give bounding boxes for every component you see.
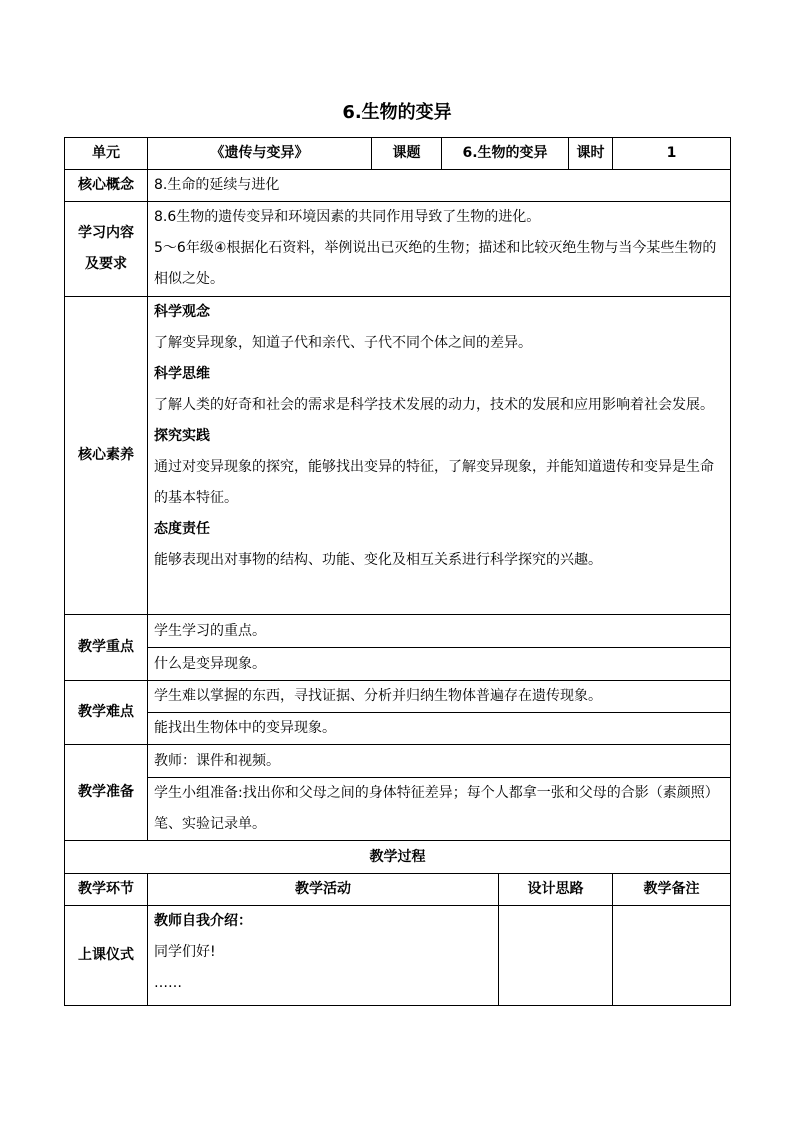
literacy-text-attitude: 能够表现出对事物的结构、功能、变化及相互关系进行科学探究的兴趣。 xyxy=(154,552,602,568)
difficulties-line-1: 学生难以掌握的东西，寻找证据、分析并归纳生物体普遍存在遗传现象。 xyxy=(148,681,731,713)
key-points-row-1 xyxy=(65,615,731,648)
learning-line-1: 8.6生物的遗传变异和环境因素的共同作用导致了生物的进化。 xyxy=(154,209,541,225)
literacy-text-thinking: 了解人类的好奇和社会的需求是科学技术发展的动力，技术的发展和应用影响着社会发展。 xyxy=(154,397,714,413)
topic-value: 6.生物的变异 xyxy=(442,138,569,170)
difficulties-row-2 xyxy=(65,713,731,745)
process-title: 教学过程 xyxy=(65,841,731,874)
period-value: 1 xyxy=(613,138,731,170)
difficulties-label: 教学难点 xyxy=(65,681,148,745)
unit-label: 单元 xyxy=(65,138,148,170)
process-header-row xyxy=(65,874,731,906)
key-points-line-2: 什么是变异现象。 xyxy=(148,648,731,681)
learning-content xyxy=(148,202,731,297)
literacy-content xyxy=(148,297,731,615)
process-activity-line-2: …… xyxy=(154,975,182,991)
preparation-line-2: 学生小组准备:找出你和父母之间的身体特征差异；每个人都拿一张和父母的合影（素颜照）笔、实验记录单。 xyxy=(148,778,731,841)
literacy-text-practice: 通过对变异现象的探究，能够找出变异的特征，了解变异现象，并能知道遗传和变异是生命的基本特征。 xyxy=(154,459,714,506)
unit-value: 《遗传与变异》 xyxy=(148,138,372,170)
process-header-activity: 教学活动 xyxy=(148,874,499,906)
literacy-heading-thinking: 科学思维 xyxy=(154,366,210,382)
process-activity-line-1: 同学们好! xyxy=(154,944,216,960)
difficulties-line-2: 能找出生物体中的变异现象。 xyxy=(148,713,731,745)
process-title-row xyxy=(65,841,731,874)
literacy-heading-concept: 科学观念 xyxy=(154,304,210,320)
key-points-label: 教学重点 xyxy=(65,615,148,681)
process-activity xyxy=(148,906,499,1006)
process-stage: 上课仪式 xyxy=(65,906,148,1006)
preparation-row-2 xyxy=(65,778,731,841)
process-notes xyxy=(613,906,731,1006)
learning-line-2: 5～6年级④根据化石资料，举例说出已灭绝的生物；描述和比较灭绝生物与当今某些生物的相似之处。 xyxy=(154,240,717,287)
preparation-row-1 xyxy=(65,745,731,778)
header-row xyxy=(65,138,731,170)
preparation-label: 教学准备 xyxy=(65,745,148,841)
period-label: 课时 xyxy=(569,138,613,170)
core-concept-row xyxy=(65,170,731,202)
literacy-label: 核心素养 xyxy=(65,297,148,615)
key-points-row-2 xyxy=(65,648,731,681)
literacy-heading-practice: 探究实践 xyxy=(154,428,210,444)
process-header-notes: 教学备注 xyxy=(613,874,731,906)
process-activity-heading: 教师自我介绍： xyxy=(154,913,252,929)
learning-label-line-2: 及要求 xyxy=(85,256,127,272)
learning-label xyxy=(65,202,148,297)
core-concept-label: 核心概念 xyxy=(65,170,148,202)
process-design xyxy=(499,906,613,1006)
literacy-row xyxy=(65,297,731,615)
learning-label-line-1: 学习内容 xyxy=(78,225,134,241)
literacy-heading-attitude: 态度责任 xyxy=(154,521,210,537)
core-concept-value: 8.生命的延续与进化 xyxy=(148,170,731,202)
key-points-line-1: 学生学习的重点。 xyxy=(148,615,731,648)
topic-label: 课题 xyxy=(372,138,442,170)
difficulties-row-1 xyxy=(65,681,731,713)
page-title: 6.生物的变异 xyxy=(342,102,452,123)
process-header-stage: 教学环节 xyxy=(65,874,148,906)
lesson-plan-table xyxy=(64,137,731,1006)
preparation-line-1: 教师：课件和视频。 xyxy=(148,745,731,778)
process-header-design: 设计思路 xyxy=(499,874,613,906)
learning-row xyxy=(65,202,731,297)
process-row xyxy=(65,906,731,1006)
literacy-text-concept: 了解变异现象，知道子代和亲代、子代不同个体之间的差异。 xyxy=(154,335,532,351)
